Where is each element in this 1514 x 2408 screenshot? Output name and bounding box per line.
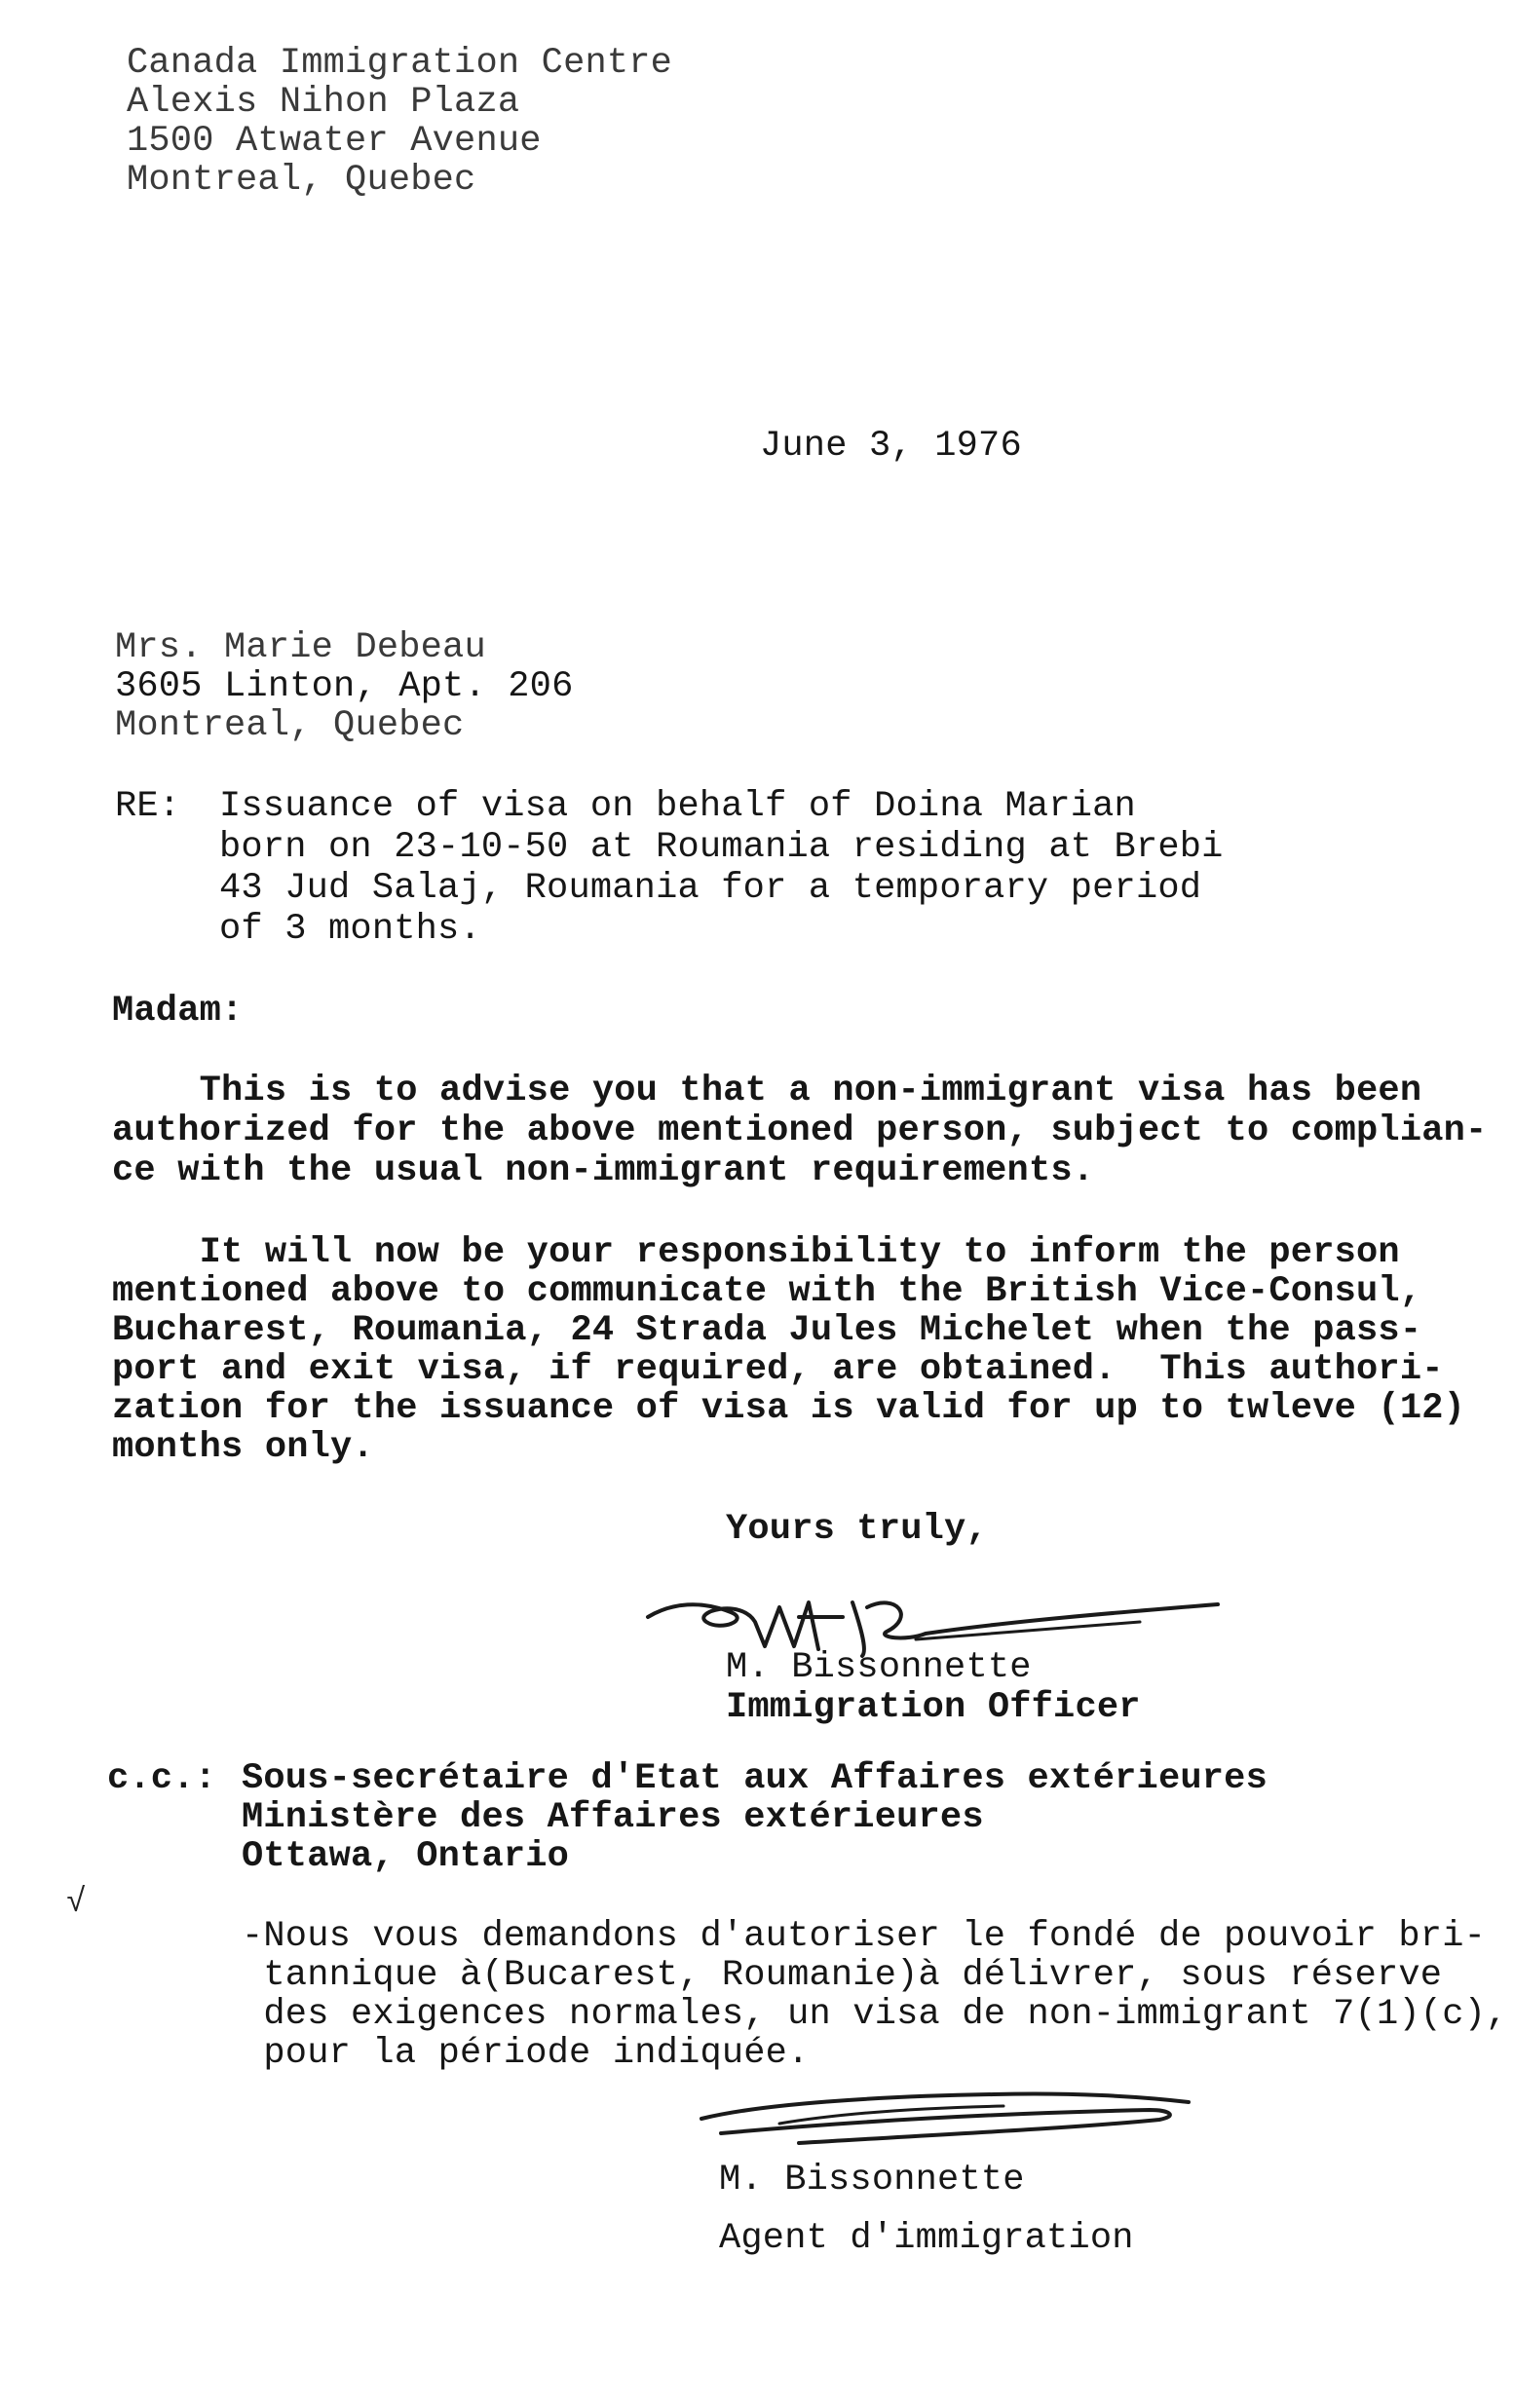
re-line-4: of 3 months. — [219, 909, 481, 950]
paragraph2-line-1: It will now be your responsibility to inform the person — [112, 1232, 1400, 1273]
signatory-title: Immigration Officer — [726, 1687, 1141, 1728]
recipient-city: Montreal, Quebec — [115, 705, 465, 746]
signature-2 — [682, 2075, 1228, 2163]
paragraph2-line-4: port and exit visa, if required, are obtained. This authori- — [112, 1349, 1444, 1390]
paragraph2-line-3: Bucharest, Roumania, 24 Strada Jules Michelet when the pass- — [112, 1310, 1422, 1351]
sender-name: Canada Immigration Centre — [127, 43, 673, 84]
check-mark: √ — [66, 1885, 87, 1922]
recipient-street: 3605 Linton, Apt. 206 — [115, 666, 574, 707]
letter-date: June 3, 1976 — [760, 426, 1022, 467]
french-line-2: tannique à(Bucarest, Roumanie)à délivrer, sous réserve — [242, 1955, 1443, 1996]
signatory-name: M. Bissonnette — [726, 1647, 1032, 1688]
sender-city: Montreal, Quebec — [127, 160, 476, 201]
re-label: RE: — [115, 786, 181, 827]
recipient-name: Mrs. Marie Debeau — [115, 627, 486, 668]
paragraph1-line-2: authorized for the above mentioned person, subject to complian- — [112, 1110, 1488, 1151]
salutation: Madam: — [112, 991, 244, 1032]
sender-building: Alexis Nihon Plaza — [127, 82, 520, 123]
closing: Yours truly, — [726, 1509, 988, 1550]
cc-label: c.c.: — [107, 1758, 217, 1799]
sender-street: 1500 Atwater Avenue — [127, 121, 542, 162]
paragraph1-line-1: This is to advise you that a non-immigrant visa has been — [112, 1071, 1422, 1111]
paragraph2-line-6: months only. — [112, 1427, 374, 1468]
paragraph2-line-2: mentioned above to communicate with the British Vice-Consul, — [112, 1271, 1422, 1312]
cc-line-1: Sous-secrétaire d'Etat aux Affaires extérieures — [242, 1758, 1268, 1799]
re-line-1: Issuance of visa on behalf of Doina Marian — [219, 786, 1136, 827]
signatory-fr-name: M. Bissonnette — [719, 2160, 1025, 2201]
paragraph2-line-5: zation for the issuance of visa is valid for up to twleve (12) — [112, 1388, 1466, 1429]
re-line-3: 43 Jud Salaj, Roumania for a temporary period — [219, 868, 1202, 909]
french-line-3: des exigences normales, un visa de non-immigrant 7(1)(c), — [242, 1994, 1508, 2035]
signatory-fr-title: Agent d'immigration — [719, 2218, 1134, 2259]
cc-line-3: Ottawa, Ontario — [242, 1836, 570, 1877]
paragraph1-line-3: ce with the usual non-immigrant requirements. — [112, 1150, 1095, 1191]
french-line-1: -Nous vous demandons d'autoriser le fondé de pouvoir bri- — [242, 1916, 1487, 1957]
french-line-4: pour la période indiquée. — [242, 2033, 810, 2074]
cc-line-2: Ministère des Affaires extérieures — [242, 1797, 984, 1838]
re-line-2: born on 23-10-50 at Roumania residing at Brebi — [219, 827, 1224, 868]
